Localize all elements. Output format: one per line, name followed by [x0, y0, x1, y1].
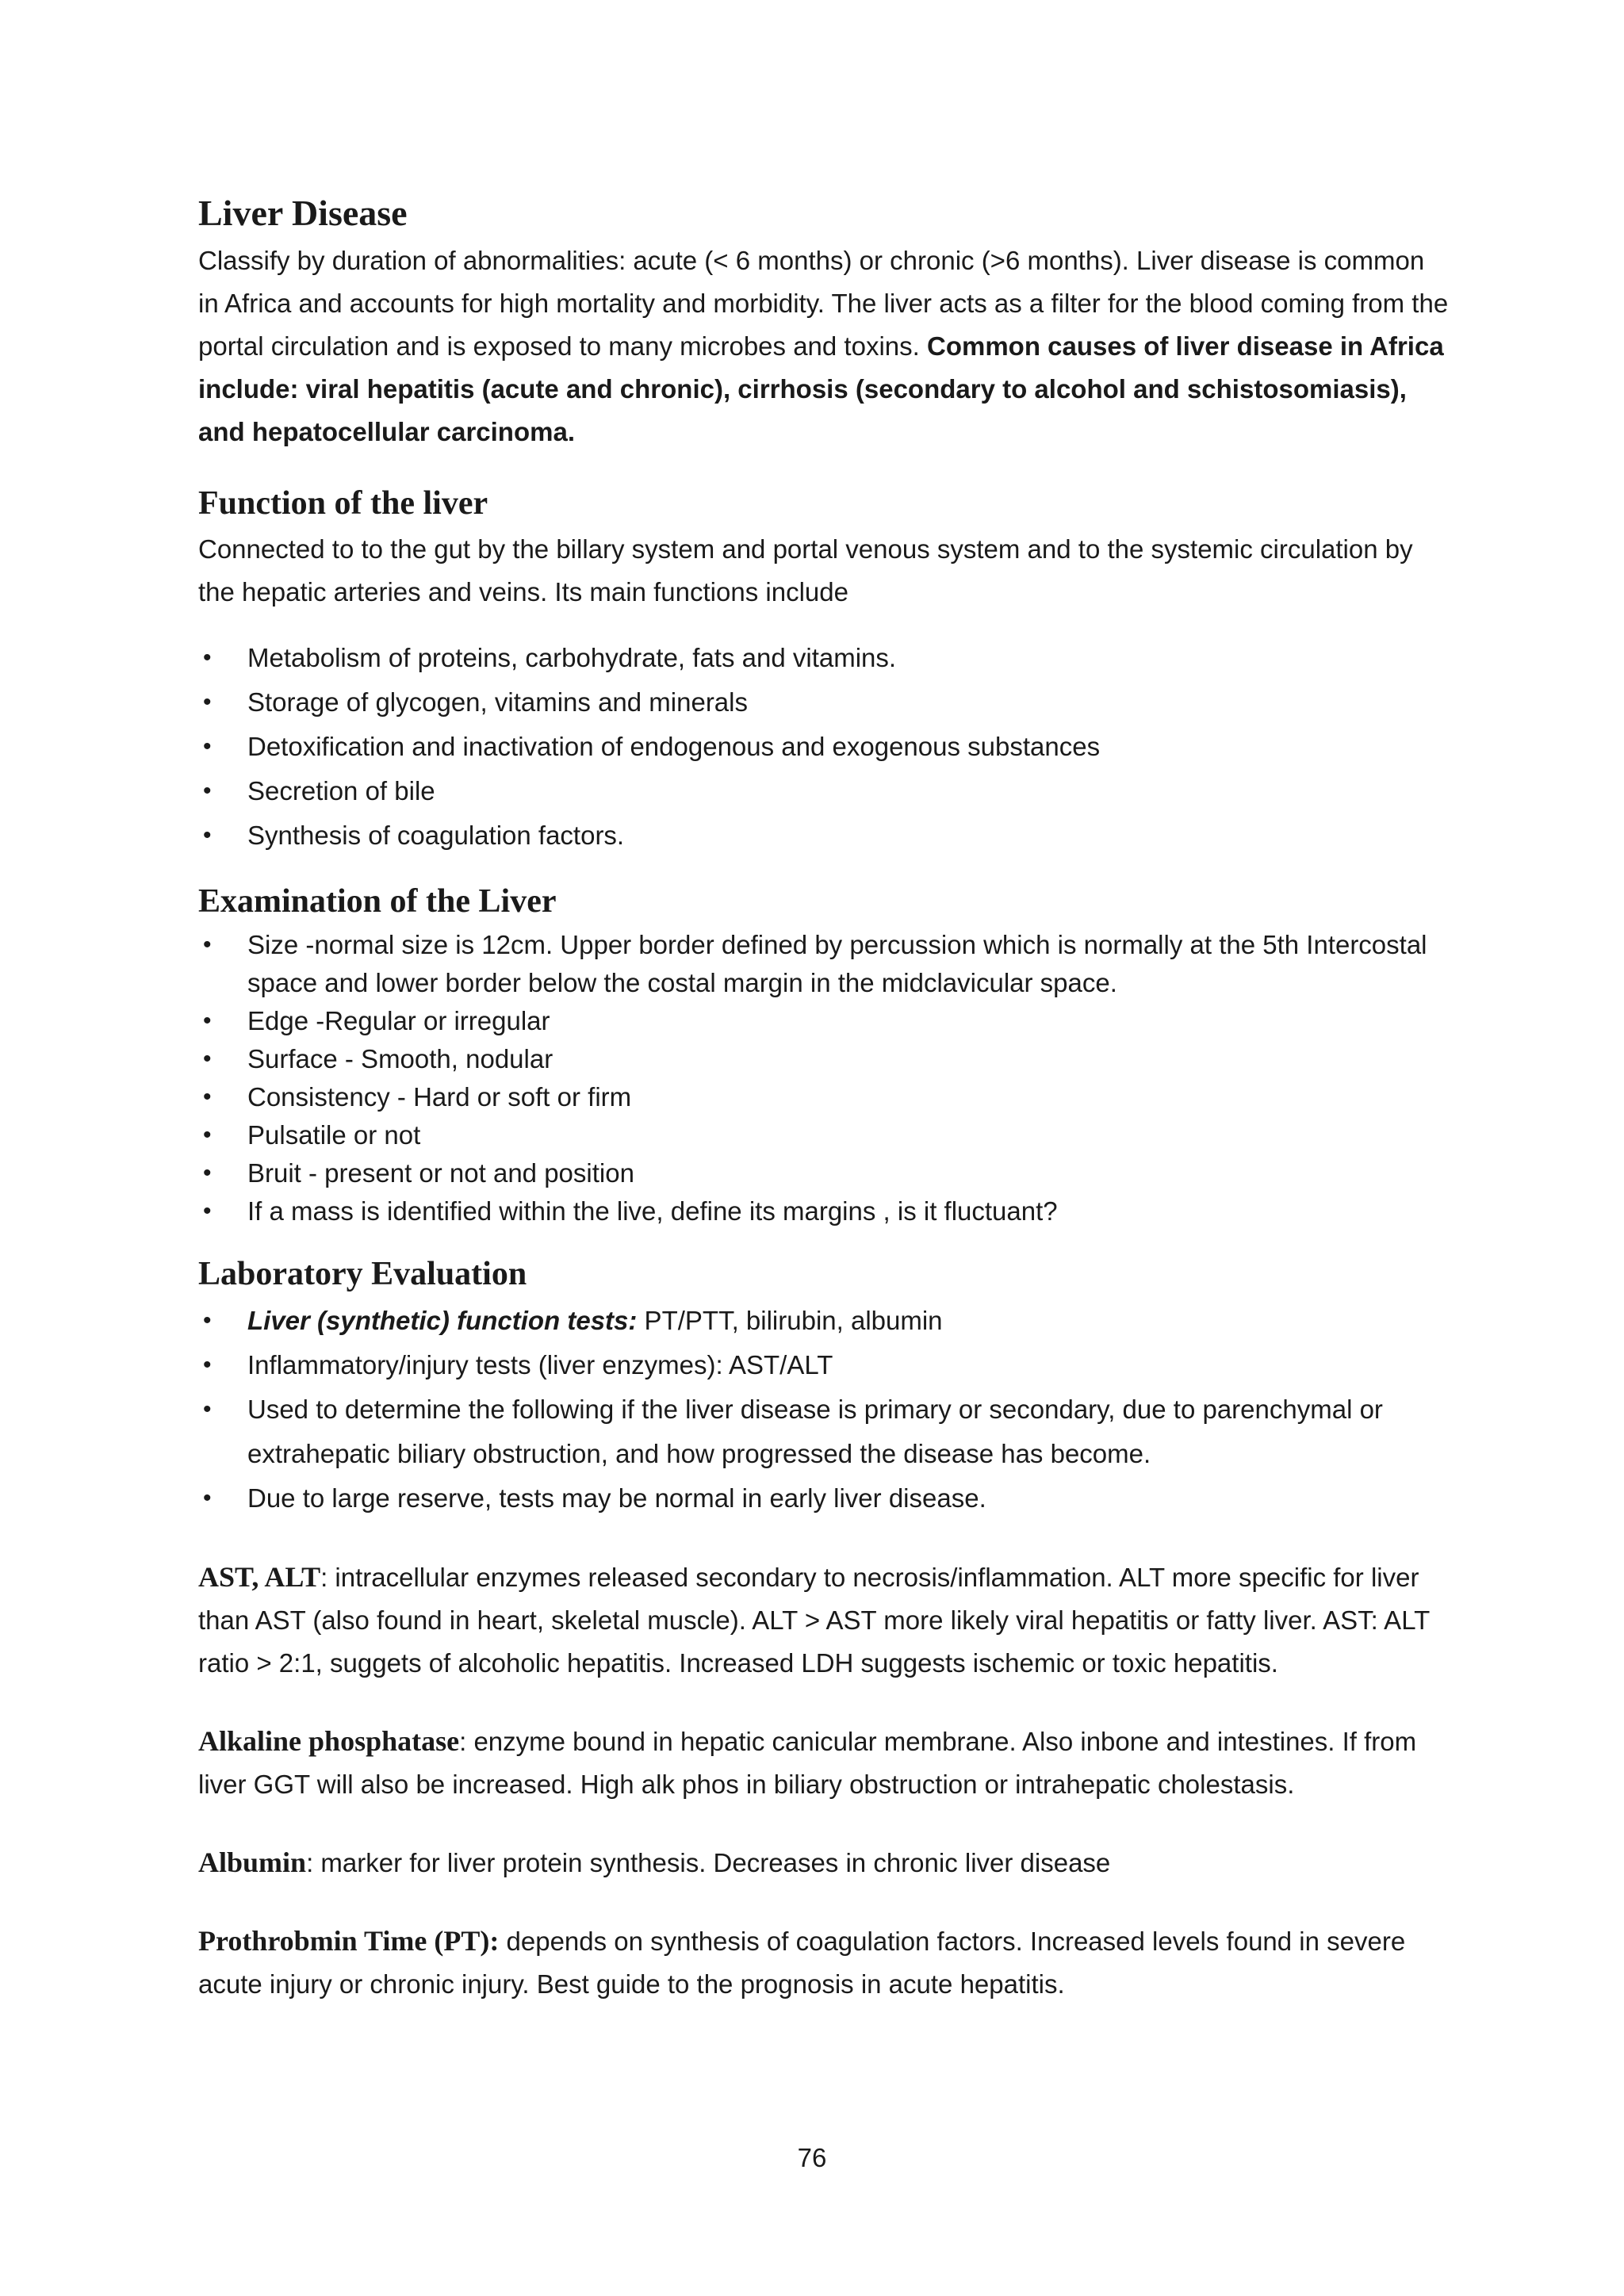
list-item: • Due to large reserve, tests may be normal in early liver disease.: [203, 1483, 986, 1513]
list-item: • If a mass is identified within the live, define its margins , is it fluctuant?: [203, 1196, 1058, 1226]
page-content: [198, 190, 1451, 2006]
ast-alt-paragraph: AST, ALT: intracellular enzymes released secondary to necrosis/inflammation. ALT more specific for liver than AST (also found in heart, skeletal muscle). ALT > AST more likely viral hepatitis or fatty liver. AST: ALT ratio > 2:1, suggets of alcoholic hepatitis. Increased LDH suggests ischemic or toxic hepatitis.: [198, 1561, 1430, 1678]
examination-list: [198, 926, 1451, 1230]
list-item: • Pulsatile or not: [203, 1120, 421, 1150]
list-item: • Size -normal size is 12cm. Upper border defined by percussion which is normally at the 5th Intercostal space and lower border below the costal margin in the midclavicular space.: [203, 930, 1427, 997]
section-title-examination: Examination of the Liver: [198, 883, 557, 920]
section-title-function: Function of the liver: [198, 485, 488, 522]
liver-disease-intro: [198, 239, 1451, 453]
list-item: • Edge -Regular or irregular: [203, 1006, 550, 1035]
list-item: • Used to determine the following if the liver disease is primary or secondary, due to parenchymal or extrahepatic biliary obstruction, and how progressed the disease has become.: [203, 1395, 1383, 1468]
list-item: • Detoxification and inactivation of endogenous and exogenous substances: [203, 732, 1101, 761]
page-number: 76: [797, 2143, 827, 2172]
function-intro: Connected to to the gut by the billary system and portal venous system and to the systemic circulation by the hepatic arteries and veins. Its main functions include: [198, 534, 1413, 607]
list-item: • Inflammatory/injury tests (liver enzymes): AST/ALT: [203, 1350, 833, 1380]
liver-disease-intro-text: Classify by duration of abnormalities: acute (< 6 months) or chronic (>6 months). Liver disease is common in Africa and accounts for high mortality and morbidity. The liver acts as a filter for the blood coming from the portal circulation and is exposed to many microbes and toxins.: [198, 246, 1449, 361]
ast-alt-term: AST, ALT: [198, 1561, 321, 1593]
list-item: • Surface - Smooth, nodular: [203, 1044, 553, 1073]
list-item: • Liver (synthetic) function tests: PT/PTT, bilirubin, albumin: [203, 1306, 943, 1335]
pt-term: Prothrobmin Time (PT):: [198, 1925, 500, 1957]
alk-phos-paragraph: Alkaline phosphatase: enzyme bound in hepatic canicular membrane. Also inbone and intestines. If from liver GGT will also be increased. High alk phos in biliary obstruction or intrahepatic cholestasis.: [198, 1725, 1417, 1799]
section-title-laboratory: Laboratory Evaluation: [198, 1256, 527, 1292]
function-list: [198, 636, 1451, 858]
list-item: • Bruit - present or not and position: [203, 1158, 634, 1188]
pt-paragraph: Prothrobmin Time (PT): depends on synthesis of coagulation factors. Increased levels found in severe acute injury or chronic injury. Best guide to the prognosis in acute hepatitis.: [198, 1925, 1406, 1999]
list-item: • Storage of glycogen, vitamins and minerals: [203, 687, 748, 717]
list-item: • Secretion of bile: [203, 776, 435, 806]
section-title-liver-disease: Liver Disease: [198, 193, 408, 233]
list-item: • Synthesis of coagulation factors.: [203, 821, 625, 850]
alk-phos-term: Alkaline phosphatase: [198, 1725, 460, 1757]
laboratory-list: [198, 1299, 1451, 1521]
albumin-term: Albumin: [198, 1846, 307, 1878]
albumin-paragraph: Albumin: marker for liver protein synthesis. Decreases in chronic liver disease: [198, 1846, 1111, 1878]
liver-disease-intro-bold: Common causes of liver disease in Africa include: viral hepatitis (acute and chronic), cirrhosis (secondary to alcohol and schistosomiasis), and hepatocellular carcinoma.: [198, 331, 1444, 446]
lab-item-label: Liver (synthetic) function tests:: [247, 1306, 638, 1335]
list-item: • Metabolism of proteins, carbohydrate, fats and vitamins.: [203, 643, 897, 672]
list-item: • Consistency - Hard or soft or firm: [203, 1082, 632, 1112]
